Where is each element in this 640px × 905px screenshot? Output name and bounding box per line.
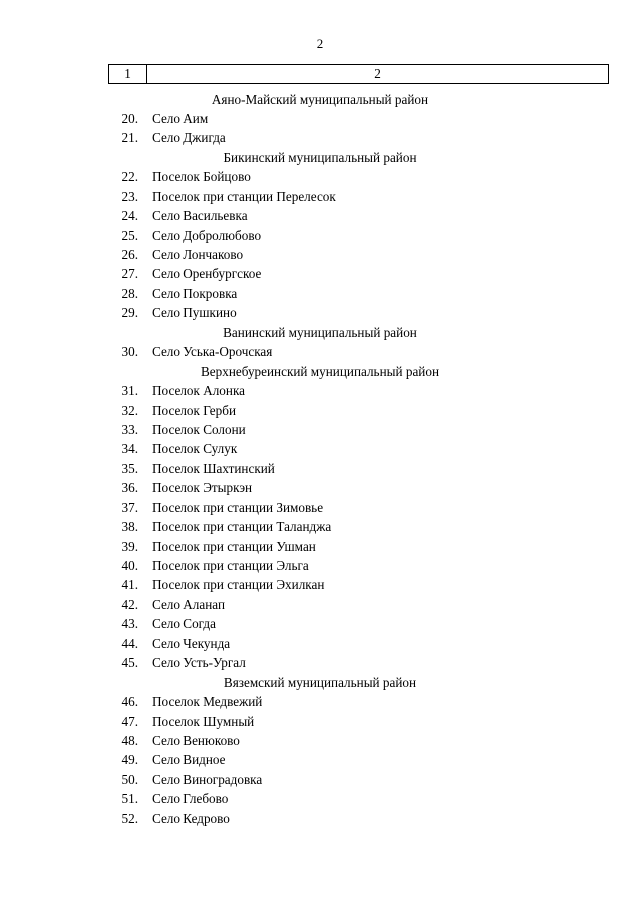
item-number: 47.	[121, 713, 138, 729]
list-item	[0, 712, 640, 731]
list-item	[0, 128, 640, 147]
item-number: 43.	[121, 616, 138, 632]
item-number: 50.	[121, 771, 138, 787]
list-item	[0, 439, 640, 458]
item-number: 28.	[121, 285, 138, 301]
settlement-name: Село Лончаково	[152, 247, 244, 262]
settlement-name: Поселок Этыркэн	[152, 480, 253, 496]
settlement-name: Поселок Солони	[152, 421, 246, 437]
item-number: 22.	[121, 169, 138, 185]
item-number: 31.	[121, 383, 138, 399]
item-number: 27.	[121, 266, 138, 282]
settlement-name: Поселок Медвежий	[152, 694, 263, 710]
list-item	[0, 206, 640, 225]
list-item	[0, 109, 640, 128]
item-number: 36.	[121, 480, 138, 496]
settlement-name: Поселок Шумный	[152, 713, 255, 729]
list-item	[0, 653, 640, 672]
item-number: 45.	[121, 655, 138, 671]
settlement-name: Поселок при станции Эхилкан	[152, 577, 325, 593]
table-header-col-2: 2	[374, 66, 381, 81]
item-number: 35.	[121, 460, 138, 476]
list-item	[0, 498, 640, 517]
item-number: 51.	[121, 791, 138, 807]
settlement-name: Поселок Герби	[152, 402, 237, 418]
table-header-col-1: 1	[109, 65, 147, 83]
table-header	[108, 64, 609, 84]
list-item	[0, 226, 640, 245]
item-number: 34.	[121, 441, 138, 457]
settlement-list	[0, 90, 640, 829]
list-item	[0, 459, 640, 478]
district-heading: Ванинский муниципальный район	[223, 324, 417, 340]
item-number: 49.	[121, 752, 138, 768]
item-number: 38.	[121, 519, 138, 535]
list-item	[0, 575, 640, 594]
item-number: 39.	[121, 538, 138, 554]
list-item	[0, 245, 640, 264]
settlement-name: Поселок Бойцово	[152, 169, 251, 185]
settlement-name: Село Венюково	[152, 732, 240, 748]
settlement-name: Село Уська-Орочская	[152, 344, 273, 360]
list-item	[0, 478, 640, 497]
item-number: 32.	[121, 402, 138, 418]
settlement-name: Село Джигда	[152, 130, 226, 146]
list-item	[0, 264, 640, 283]
item-number: 46.	[121, 694, 138, 710]
item-number: 30.	[121, 344, 138, 360]
list-item	[0, 789, 640, 808]
list-item	[0, 303, 640, 322]
item-number: 37.	[121, 499, 138, 515]
settlement-name: Поселок Сулук	[152, 441, 238, 457]
list-item	[0, 809, 640, 828]
settlement-name: Село Виноградовка	[152, 771, 263, 787]
item-number: 48.	[121, 732, 138, 748]
settlement-name: Село Кедрово	[152, 810, 230, 826]
item-number: 26.	[121, 247, 138, 262]
item-number: 41.	[121, 577, 138, 593]
list-item	[0, 556, 640, 575]
settlement-name: Поселок при станции Эльга	[152, 558, 309, 573]
settlement-name: Село Оренбургское	[152, 266, 262, 282]
list-item	[0, 401, 640, 420]
settlement-name: Село Добролюбово	[152, 227, 262, 243]
settlement-name: Село Глебово	[152, 791, 229, 807]
settlement-name: Поселок Шахтинский	[152, 460, 275, 476]
list-item	[0, 420, 640, 439]
settlement-name: Село Васильевка	[152, 208, 248, 224]
settlement-name: Поселок при станции Таланджа	[152, 519, 332, 535]
settlement-name: Село Аланап	[152, 596, 226, 612]
settlement-name: Село Чекунда	[152, 635, 231, 651]
item-number: 29.	[121, 305, 138, 321]
settlement-name: Село Покровка	[152, 285, 238, 301]
item-number: 25.	[121, 227, 138, 243]
item-number: 33.	[121, 421, 138, 437]
district-heading: Аяно-Майский муниципальный район	[211, 91, 429, 107]
item-number: 52.	[121, 810, 138, 826]
item-number: 21.	[121, 130, 138, 146]
settlement-name: Поселок Алонка	[152, 383, 246, 399]
list-item	[0, 187, 640, 206]
settlement-name: Поселок при станции Ушман	[152, 538, 316, 554]
district-heading: Вяземский муниципальный район	[223, 674, 417, 690]
list-item	[0, 381, 640, 400]
list-item	[0, 692, 640, 711]
list-item	[0, 750, 640, 769]
list-item	[0, 731, 640, 750]
list-item	[0, 537, 640, 556]
page-number: 2	[316, 36, 324, 51]
settlement-name: Село Видное	[152, 752, 226, 768]
list-item	[0, 517, 640, 536]
list-item	[0, 595, 640, 614]
item-number: 24.	[121, 208, 138, 224]
list-item	[0, 284, 640, 303]
settlement-name: Село Усть-Ургал	[152, 655, 246, 671]
item-number: 40.	[121, 558, 138, 573]
item-number: 42.	[121, 596, 138, 612]
item-number: 44.	[121, 635, 138, 651]
list-item	[0, 167, 640, 186]
settlement-name: Село Согда	[152, 616, 216, 632]
item-number: 20.	[121, 110, 138, 126]
district-heading: Бикинский муниципальный район	[223, 149, 417, 165]
list-item	[0, 634, 640, 653]
settlement-name: Поселок при станции Зимовье	[152, 499, 324, 515]
settlement-name: Село Аим	[152, 110, 209, 126]
settlement-name: Поселок при станции Перелесок	[152, 188, 336, 204]
list-item	[0, 770, 640, 789]
district-heading: Верхнебуреинский муниципальный район	[201, 363, 439, 379]
list-item	[0, 614, 640, 633]
settlement-name: Село Пушкино	[152, 305, 237, 321]
list-item	[0, 342, 640, 361]
item-number: 23.	[121, 188, 138, 204]
